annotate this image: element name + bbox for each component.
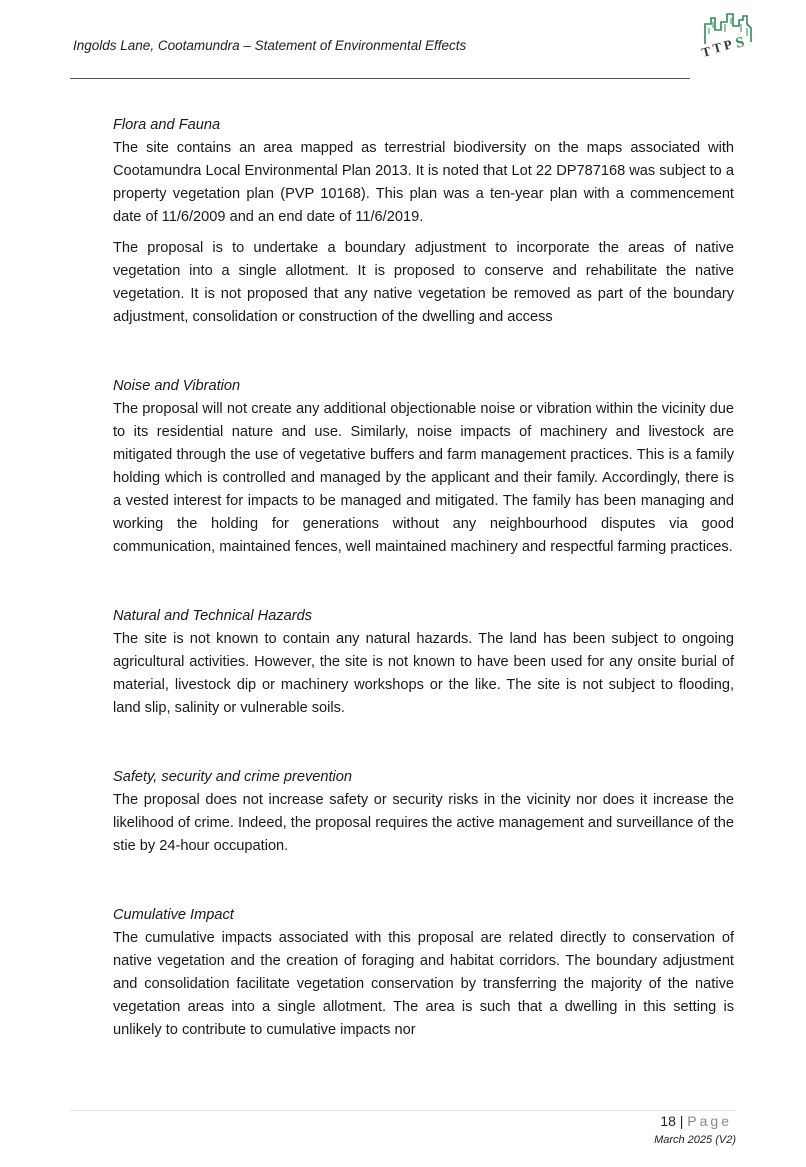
footer-divider — [70, 1110, 736, 1111]
section-heading: Natural and Technical Hazards — [113, 608, 313, 624]
section-noise-and-vibration — [113, 375, 734, 559]
svg-text:S: S — [734, 34, 747, 52]
page-number-line — [660, 1113, 732, 1129]
svg-text:P: P — [722, 36, 734, 53]
section-flora-and-fauna — [113, 114, 734, 329]
document-title: Ingolds Lane, Cootamundra – Statement of Environmental Effects — [73, 38, 467, 53]
section-cumulative-impact — [113, 904, 734, 1042]
svg-text:T: T — [700, 43, 713, 60]
section-safety-security — [113, 766, 734, 858]
body-paragraph: The site is not known to contain any natural hazards. The land has been subject to ongoing agricultural activities. However, the site is not known to have been used for any onsite burial of material, livestock dip or machinery workshops or the like. The site is not subject to flooding, land slip, salinity or vulnerable soils. — [113, 631, 734, 716]
body-paragraph: The site contains an area mapped as terrestrial biodiversity on the maps associated with Cootamundra Local Environmental Plan 2013. It is noted that Lot 22 DP787168 was subject to a property vegetation plan (PVP 10168). This plan was a ten-year plan with a commencement date of 11/6/2009 and an end date of 11/6/2019. — [113, 140, 734, 225]
section-heading: Flora and Fauna — [113, 117, 221, 133]
page-number: 18 — [660, 1113, 676, 1129]
section-heading: Safety, security and crime prevention — [113, 769, 353, 785]
section-heading: Noise and Vibration — [113, 378, 241, 394]
body-paragraph: The proposal will not create any additional objectionable noise or vibration within the vicinity due to its residential nature and use. Similarly, noise impacts of machinery and livestock are mitigated through the use of vegetative buffers and farm management practices. This is a family holding which is controlled and managed by the applicant and their family. Accordingly, there is a vested interest for impacts to be managed and mitigated. The family has been managing and working the holding for generations without any neighbourhood disputes via good communication, maintained fences, well maintained machinery and respectful farming practices. — [113, 401, 734, 555]
section-natural-hazards — [113, 605, 734, 720]
main-content — [113, 114, 734, 1088]
body-paragraph: The proposal is to undertake a boundary adjustment to incorporate the areas of native vegetation into a single allotment. It is proposed to conserve and rehabilitate the native vegetation. It is not proposed that any native vegetation be removed as part of the boundary adjustment, consolidation or construction of the dwelling and access — [113, 240, 734, 325]
body-paragraph: The cumulative impacts associated with this proposal are related directly to conservation of native vegetation and the creation of foraging and habitat corridors. The boundary adjustment and consolidation facilitate vegetation conservation by transferring the majority of the native vegetation areas into a single allotment. The area is such that a dwelling in this setting is unlikely to contribute to cumulative impacts nor — [113, 930, 734, 1038]
revision-date: March 2025 (V2) — [654, 1134, 736, 1146]
body-paragraph: The proposal does not increase safety or security risks in the vicinity nor does it increase the likelihood of crime. Indeed, the proposal requires the active management and surveillance of the stie by 24-hour occupation. — [113, 792, 734, 854]
header-divider — [70, 78, 690, 79]
svg-text:T: T — [711, 39, 724, 56]
section-heading: Cumulative Impact — [113, 907, 234, 923]
page-separator: | — [679, 1113, 684, 1129]
page-label: Page — [687, 1113, 732, 1129]
ttps-logo-icon — [697, 10, 759, 62]
